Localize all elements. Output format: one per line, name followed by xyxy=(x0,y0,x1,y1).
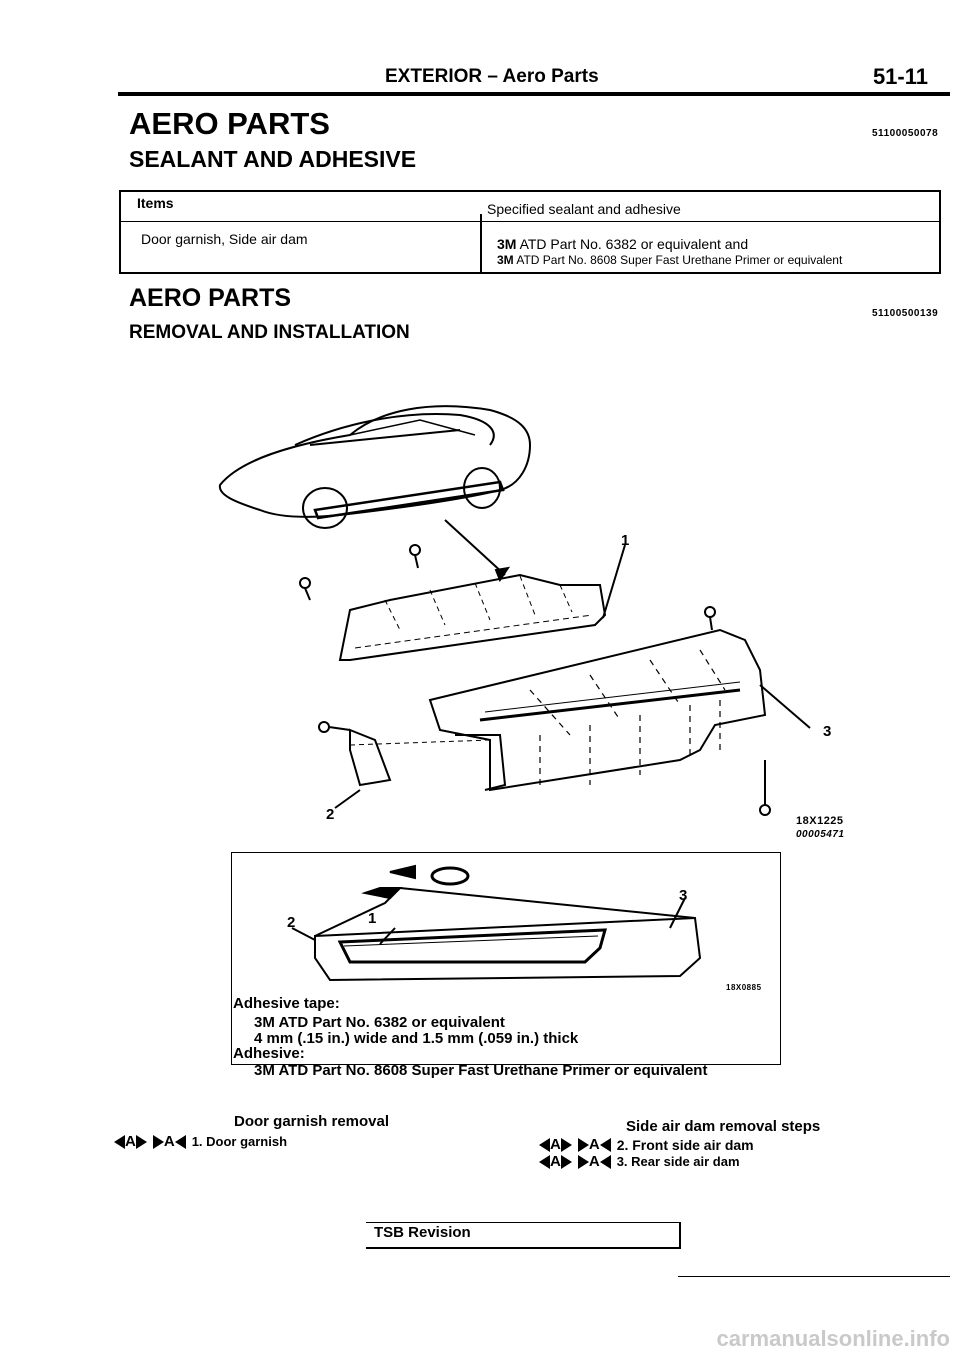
section1-title: AERO PARTS xyxy=(129,106,330,141)
diagram1-code2: 00005471 xyxy=(796,829,845,840)
diagram1-label-3: 3 xyxy=(823,723,832,740)
spec-text: ATD Part No. 8608 Super Fast Urethane Primer or equivalent xyxy=(516,253,843,267)
diagram1-code1: 18X1225 xyxy=(796,815,844,827)
step-text: 3. Rear side air dam xyxy=(616,1154,740,1169)
brand-3m: 3M xyxy=(497,236,517,252)
adhesive-label: Adhesive: xyxy=(233,1045,305,1062)
watermark: carmanualsonline.info xyxy=(716,1326,950,1351)
tag-a-both-icon: A xyxy=(539,1153,572,1170)
step-text: 1. Door garnish xyxy=(191,1134,288,1149)
brand-3m: 3M xyxy=(497,253,514,267)
table-cell-item: Door garnish, Side air dam xyxy=(141,231,308,247)
diagram2-code: 18X0885 xyxy=(726,983,762,992)
tag-a-both-icon: A xyxy=(114,1133,147,1150)
table-cell-spec-line1 xyxy=(497,236,748,252)
tag-a-inward-icon: A xyxy=(153,1133,186,1150)
left-steps-title: Door garnish removal xyxy=(234,1113,390,1130)
footer-rule xyxy=(678,1276,950,1277)
step-text: 2. Front side air dam xyxy=(616,1136,754,1153)
adhesive-tape-spec: 3M ATD Part No. 6382 or equivalent xyxy=(254,1014,505,1031)
left-step-1 xyxy=(114,1133,287,1150)
page-number: 51-11 xyxy=(872,64,928,89)
garnish-detail-diagram xyxy=(240,858,770,988)
header-rule xyxy=(118,92,950,96)
right-step-2 xyxy=(539,1136,754,1153)
diagram1-label-2: 2 xyxy=(326,806,335,823)
diagram2-label-3: 3 xyxy=(679,887,688,904)
adhesive-spec: 3M ATD Part No. 8608 Super Fast Urethane Primer or equivalent xyxy=(254,1062,708,1079)
header-title: EXTERIOR – Aero Parts xyxy=(385,66,599,87)
adhesive-tape-size: 4 mm (.15 in.) wide and 1.5 mm (.059 in.) thick xyxy=(254,1030,579,1047)
right-steps-title: Side air dam removal steps xyxy=(626,1118,821,1135)
tag-a-inward-icon: A xyxy=(578,1153,611,1170)
section2-subtitle: REMOVAL AND INSTALLATION xyxy=(129,322,410,343)
section2-title: AERO PARTS xyxy=(129,284,292,312)
diagram2-label-2: 2 xyxy=(287,914,296,931)
diagram2-label-1: 1 xyxy=(368,910,377,927)
table-cell-spec-line2 xyxy=(497,253,842,267)
diagram1-label-1: 1 xyxy=(621,532,630,549)
table-header-items: Items xyxy=(137,195,174,211)
spec-text: ATD Part No. 6382 or equivalent and xyxy=(519,236,749,252)
section1-subtitle: SEALANT AND ADHESIVE xyxy=(129,146,417,172)
table-header-spec: Specified sealant and adhesive xyxy=(487,201,681,217)
tag-a-inward-icon: A xyxy=(578,1136,611,1153)
section2-code: 51100500139 xyxy=(872,308,939,319)
revision-label: TSB Revision xyxy=(374,1224,471,1241)
exploded-diagram xyxy=(200,390,880,830)
section1-code: 51100050078 xyxy=(872,128,939,139)
tag-a-both-icon: A xyxy=(539,1136,572,1153)
adhesive-tape-label: Adhesive tape: xyxy=(233,995,340,1012)
right-step-3 xyxy=(539,1153,740,1170)
